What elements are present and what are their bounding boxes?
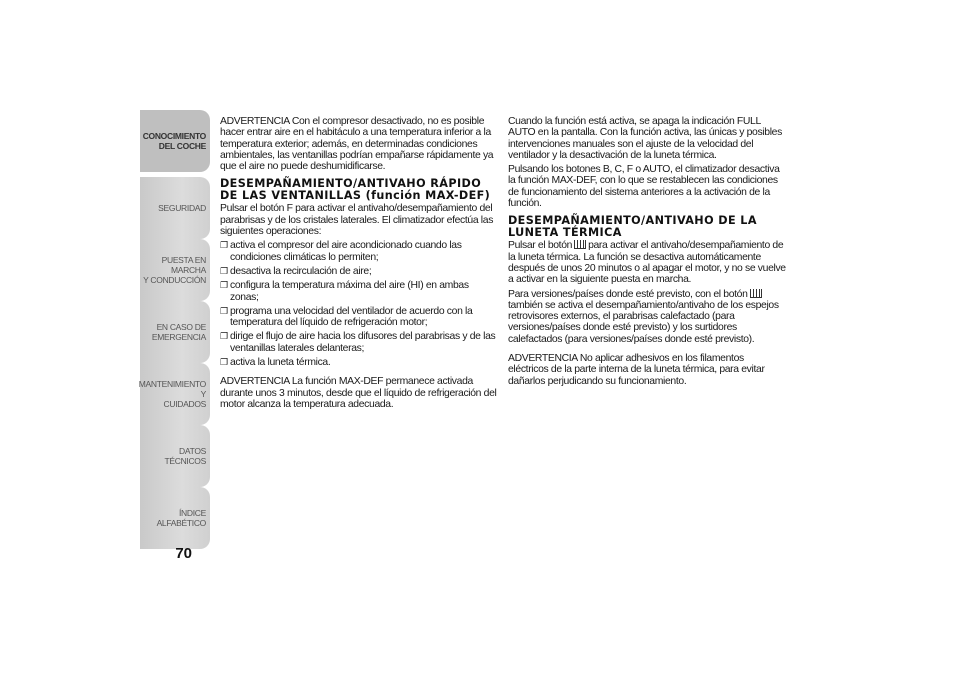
bullet-icon: ❐ [220, 357, 228, 368]
tab-label: EN CASO DE EMERGENCIA [151, 322, 206, 342]
list-item: ❐ dirige el flujo de aire hacia los difusores del parabrisas y de las ventanillas laterales delanteras; [220, 331, 496, 354]
bullet-icon: ❐ [220, 305, 228, 316]
warning-compressor: ADVERTENCIA Con el compresor desactivado, no es posible hacer entrar aire en el habitáculo a una temperatura inferior a la temperatura exterior; además, en determinadas condiciones ambientales, las ventanillas podrían empañarse rápidamente ya que el aire no puede deshumidificarse. [220, 116, 494, 173]
heading-max-def: DESEMPAÑAMIENTO/ANTIVAHO RÁPIDO DE LAS VENTANILLAS (función MAX-DEF) [220, 177, 491, 202]
max-def-deactivation-info: Pulsando los botones B, C, F o AUTO, el climatizador desactiva la función MAX-DEF, con lo que se restablecen las condiciones de funcionamiento del sistema anteriores a la activación de la función. [508, 164, 780, 210]
tab-conocimiento-del-coche[interactable] [140, 110, 210, 172]
tab-mantenimiento[interactable] [140, 363, 210, 425]
heading-rear-window: DESEMPAÑAMIENTO/ANTIVAHO DE LA LUNETA TÉRMICA [508, 214, 757, 239]
rear-defrost-icon [750, 289, 762, 298]
rear-defrost-icon [574, 240, 586, 249]
mirrors-defrost-info: Para versiones/países donde esté previsto, con el botóntambién se activa el desempañamiento/antivaho de los espejos retrovisores externos, el parabrisas calefactado (para versiones/países donde esté previsto) y los surtidores calefactados (para versiones/países donde esté previsto). [508, 288, 779, 345]
page-number: 70 [175, 545, 192, 562]
list-item: ❐ programa una velocidad del ventilador de acuerdo con la temperatura del líquido de refrigeración motor; [220, 305, 473, 329]
rear-window-info: Pulsar el botón para activar el antivaho/desempañamiento de la luneta térmica. La función se desactiva automáticamente después de unos 20 minutos o al apagar el motor, y no se vuelve a activar en la siguiente puesta en marcha. [508, 240, 786, 286]
warning-max-def-duration: ADVERTENCIA La función MAX-DEF permanece activada durante unos 3 minutos, desde que el líquido de refrigeración del motor alcanza la temperatura adecuada. [220, 376, 497, 410]
warning-adhesives: ADVERTENCIA No aplicar adhesivos en los filamentos eléctricos de la parte interna de la luneta térmica, para evitar dañarlos perjudicando su funcionamiento. [508, 353, 765, 387]
tab-seguridad[interactable] [140, 177, 210, 239]
bullet-icon: ❐ [220, 331, 228, 342]
tab-label: SEGURIDAD [158, 203, 206, 213]
tab-label: CONOCIMIENTO DEL COCHE [142, 131, 206, 151]
max-def-active-info: Cuando la función está activa, se apaga la indicación FULL AUTO en la pantalla. Con la función activa, las únicas y posibles intervenciones manuales son el ajuste de la velocidad del ventilador y la desactivación de la luneta térmica. [508, 116, 782, 161]
tab-label: MANTENIMIENTO Y CUIDADOS [138, 379, 206, 409]
tab-label: PUESTA EN MARCHA Y CONDUCCIÓN [143, 255, 206, 285]
list-item: ❐ desactiva la recirculación de aire; [220, 265, 372, 277]
bullet-icon: ❐ [220, 240, 228, 251]
list-item: ❐ configura la temperatura máxima del aire (HI) en ambas zonas; [220, 280, 469, 303]
bullet-icon: ❐ [220, 280, 228, 291]
tab-indice-alfabetico[interactable] [140, 487, 210, 549]
list-item: ❐ activa el compresor del aire acondicionado cuando las condiciones climáticas lo permiten; [220, 240, 462, 263]
max-def-intro: Pulsar el botón F para activar el antivaho/desempañamiento del parabrisas y de los cristales laterales. El climatizador efectúa las siguientes operaciones: [220, 203, 494, 238]
right-column [508, 116, 786, 390]
list-item: ❐ activa la luneta térmica. [220, 357, 331, 369]
left-column [220, 116, 498, 413]
tab-label: ÍNDICE ALFABÉTICO [156, 508, 206, 528]
max-def-operations-list [220, 240, 498, 368]
tab-datos-tecnicos[interactable] [140, 425, 210, 487]
bullet-icon: ❐ [220, 265, 228, 276]
tab-label: DATOS TÉCNICOS [164, 446, 206, 466]
tab-en-caso-de-emergencia[interactable] [140, 301, 210, 363]
tab-puesta-en-marcha[interactable] [140, 239, 210, 301]
